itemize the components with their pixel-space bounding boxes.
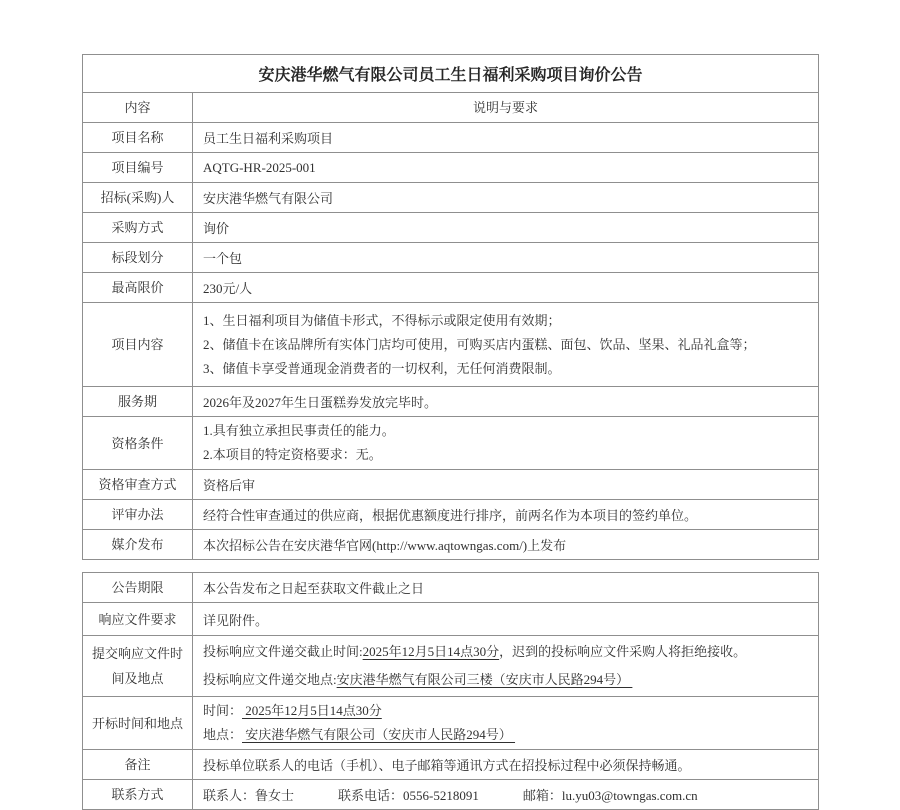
row-label: 资格条件 [83,417,193,470]
row-label: 评审办法 [83,500,193,530]
qualification-line-2: 2.本项目的特定资格要求：无。 [203,447,382,462]
row-value: 询价 [193,213,819,243]
row-value: 资格后审 [193,470,819,500]
row-value: 本公告发布之日起至获取文件截止之日 [193,573,819,603]
qualification-line-1: 1.具有独立承担民事责任的能力。 [203,423,395,438]
contact-email: 邮箱：lu.yu03@towngas.com.cn [522,788,698,803]
submission-place-underlined: 安庆港华燃气有限公司三楼（安庆市人民路294号） [336,672,633,687]
submission-deadline-suffix: ，迟到的投标响应文件采购人将拒绝接收。 [499,644,747,659]
row-label: 项目内容 [83,303,193,387]
row-label: 项目编号 [83,153,193,183]
row-remarks [83,750,819,780]
row-value [193,417,819,470]
row-label: 服务期 [83,387,193,417]
contact-phone: 联系电话：0556-5218091 [338,788,479,803]
submission-place-prefix: 投标响应文件递交地点: [203,672,337,687]
opening-place-line [203,723,810,747]
row-project-content [83,303,819,387]
project-content-line-2: 2、储值卡在该品牌所有实体门店均可使用，可购买店内蛋糕、面包、饮品、坚果、礼品礼盒等； [203,336,756,352]
row-label: 响应文件要求 [83,603,193,636]
row-label: 资格审查方式 [83,470,193,500]
row-price-limit [83,273,819,303]
row-media-release [83,530,819,560]
announcement-document [82,54,818,810]
opening-time-prefix: 时间： [203,703,243,718]
row-label: 开标时间和地点 [83,697,193,750]
submission-deadline-line [203,638,810,666]
project-content-line-1: 1、生日福利项目为储值卡形式，不得标示或限定使用有效期； [203,312,561,328]
row-value: 详见附件。 [193,603,819,636]
row-submission-time-place [83,636,819,697]
row-contact [83,780,819,810]
row-qualification [83,417,819,470]
row-label: 标段划分 [83,243,193,273]
row-value: 230元/人 [193,273,819,303]
opening-time-underlined: 2025年12月5日14点30分 [242,703,382,718]
row-value [193,697,819,750]
row-label: 提交响应文件时间及地点 [83,636,193,697]
page-title: 安庆港华燃气有限公司员工生日福利采购项目询价公告 [83,55,819,93]
opening-place-prefix: 地点： [203,727,243,742]
row-value [193,636,819,697]
header-row [83,93,819,123]
row-tenderer [83,183,819,213]
row-value [193,780,819,810]
row-label: 采购方式 [83,213,193,243]
column-header-description: 说明与要求 [193,93,819,123]
row-value [193,303,819,387]
contact-details [203,785,810,804]
row-project-number [83,153,819,183]
opening-place-underlined: 安庆港华燃气有限公司（安庆市人民路294号） [242,727,516,742]
row-value: AQTG-HR-2025-001 [193,153,819,183]
project-content-line-3: 3、储值卡享受普通现金消费者的一切权利，无任何消费限制。 [203,360,561,376]
row-response-doc-requirement [83,603,819,636]
row-value: 员工生日福利采购项目 [193,123,819,153]
row-announcement-period [83,573,819,603]
row-evaluation-method [83,500,819,530]
opening-time-line [203,699,810,723]
row-procurement-method [83,213,819,243]
row-label: 项目名称 [83,123,193,153]
contact-person: 联系人：鲁女士 [203,788,295,803]
submission-place-line [203,666,810,694]
row-qualification-review [83,470,819,500]
submission-deadline-prefix: 投标响应文件递交截止时间: [203,644,363,659]
row-bid-opening-time-place [83,697,819,750]
column-header-content: 内容 [83,93,193,123]
row-value: 安庆港华燃气有限公司 [193,183,819,213]
row-value: 本次招标公告在安庆港华官网(http://www.aqtowngas.com/)上发布 [193,530,819,560]
row-label: 最高限价 [83,273,193,303]
row-label: 备注 [83,750,193,780]
row-label: 联系方式 [83,780,193,810]
row-lot-division [83,243,819,273]
row-label: 媒介发布 [83,530,193,560]
schedule-table [82,572,819,810]
row-label: 招标(采购)人 [83,183,193,213]
title-row [83,55,819,93]
row-value: 投标单位联系人的电话（手机）、电子邮箱等通讯方式在招投标过程中必须保持畅通。 [193,750,819,780]
row-project-name [83,123,819,153]
submission-deadline-underlined: 2025年12月5日14点30分 [362,644,500,659]
main-table [82,54,819,560]
row-service-period [83,387,819,417]
row-value: 一个包 [193,243,819,273]
row-value: 经符合性审查通过的供应商，根据优惠额度进行排序，前两名作为本项目的签约单位。 [193,500,819,530]
row-value: 2026年及2027年生日蛋糕券发放完毕时。 [193,387,819,417]
row-label: 公告期限 [83,573,193,603]
